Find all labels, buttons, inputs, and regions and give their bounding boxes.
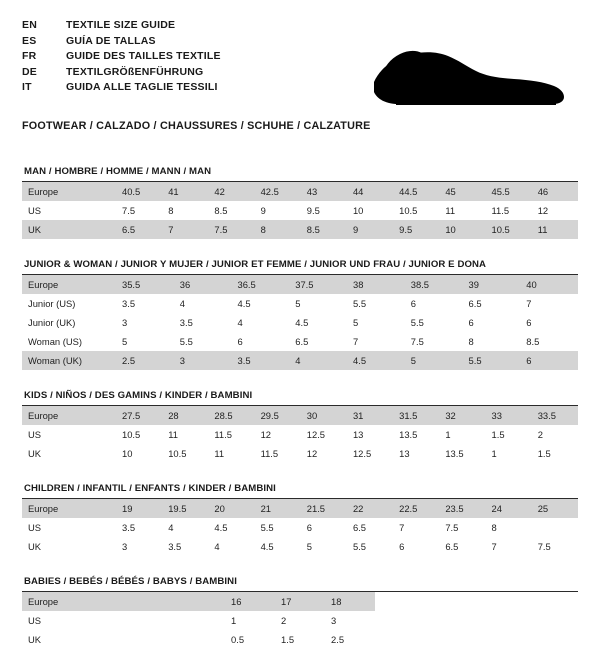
size-block xyxy=(22,259,578,370)
size-cell: 33.5 xyxy=(532,406,578,425)
size-cell: 3 xyxy=(116,313,174,332)
size-cell: 33 xyxy=(486,406,532,425)
table-row xyxy=(22,406,578,425)
size-cell: 3 xyxy=(325,611,375,630)
size-cell: 1.5 xyxy=(275,630,325,649)
size-cell: 9.5 xyxy=(301,201,347,220)
footwear-category-title: FOOTWEAR / CALZADO / CHAUSSURES / SCHUHE / CALZATURE xyxy=(22,120,371,132)
size-cell: 40.5 xyxy=(116,182,162,201)
language-code: ES xyxy=(22,34,37,47)
size-row-label: US xyxy=(22,611,225,630)
table-row xyxy=(22,313,578,332)
size-cell: 19.5 xyxy=(162,499,208,518)
size-block xyxy=(22,166,578,239)
size-cell: 5.5 xyxy=(405,313,463,332)
table-row xyxy=(22,499,578,518)
size-row-label: Woman (US) xyxy=(22,332,116,351)
language-row xyxy=(22,34,221,50)
page-header xyxy=(22,18,578,106)
size-cell: 18 xyxy=(325,592,375,611)
language-guide-title: GUÍA DE TALLAS xyxy=(66,34,156,47)
size-block xyxy=(22,483,578,556)
size-cell: 42.5 xyxy=(255,182,301,201)
size-cell: 6 xyxy=(405,294,463,313)
size-cell: 4 xyxy=(232,313,290,332)
size-cell: 7.5 xyxy=(208,220,254,239)
language-guide-title: TEXTILGRÖßENFÜHRUNG xyxy=(66,65,204,78)
size-cell: 8 xyxy=(162,201,208,220)
size-cell: 31 xyxy=(347,406,393,425)
size-cell: 22.5 xyxy=(393,499,439,518)
size-row-label: Junior (US) xyxy=(22,294,116,313)
size-cell: 5.5 xyxy=(255,518,301,537)
size-row-label: Europe xyxy=(22,406,116,425)
size-cell: 29.5 xyxy=(255,406,301,425)
size-cell: 37.5 xyxy=(289,275,347,294)
table-row xyxy=(22,611,578,630)
size-cell: 4 xyxy=(174,294,232,313)
language-code: IT xyxy=(22,81,32,94)
size-cell: 35.5 xyxy=(116,275,174,294)
size-cell: 7 xyxy=(486,537,532,556)
size-cell: 12.5 xyxy=(347,444,393,463)
size-cell: 8.5 xyxy=(301,220,347,239)
size-cell: 44 xyxy=(347,182,393,201)
size-row-label: Europe xyxy=(22,275,116,294)
size-table xyxy=(22,182,578,239)
size-cell: 17 xyxy=(275,592,325,611)
size-cell: 40 xyxy=(520,275,578,294)
size-cell: 11.5 xyxy=(486,201,532,220)
size-cell: 4 xyxy=(289,351,347,370)
size-block xyxy=(22,576,578,649)
size-cell: 1.5 xyxy=(532,444,578,463)
table-row xyxy=(22,630,578,649)
table-row xyxy=(22,518,578,537)
size-cell: 0.5 xyxy=(225,630,275,649)
size-cell: 6 xyxy=(463,313,521,332)
size-cell: 5.5 xyxy=(347,537,393,556)
size-cell-filler xyxy=(375,630,578,649)
size-cell: 45.5 xyxy=(486,182,532,201)
size-cell: 6 xyxy=(301,518,347,537)
size-cell: 7 xyxy=(162,220,208,239)
size-cell: 5 xyxy=(301,537,347,556)
size-cell: 10 xyxy=(347,201,393,220)
size-cell: 11 xyxy=(162,425,208,444)
size-row-label: Europe xyxy=(22,182,116,201)
size-row-label: UK xyxy=(22,537,116,556)
size-block-title: KIDS / NIÑOS / DES GAMINS / KINDER / BAMBINI xyxy=(22,390,578,406)
size-cell: 3.5 xyxy=(116,294,174,313)
size-cell: 21.5 xyxy=(301,499,347,518)
size-cell: 3.5 xyxy=(174,313,232,332)
size-cell: 6 xyxy=(393,537,439,556)
table-row xyxy=(22,332,578,351)
size-cell: 12 xyxy=(532,201,578,220)
size-row-label: US xyxy=(22,425,116,444)
size-cell: 5.5 xyxy=(347,294,405,313)
size-cell: 7.5 xyxy=(405,332,463,351)
size-cell: 5 xyxy=(347,313,405,332)
size-cell: 10.5 xyxy=(162,444,208,463)
size-cell: 8.5 xyxy=(520,332,578,351)
size-cell: 5 xyxy=(289,294,347,313)
size-cell: 24 xyxy=(486,499,532,518)
table-row xyxy=(22,351,578,370)
size-row-label: US xyxy=(22,518,116,537)
size-row-label: US xyxy=(22,201,116,220)
language-code: EN xyxy=(22,19,37,31)
size-cell: 6.5 xyxy=(116,220,162,239)
size-cell: 7 xyxy=(393,518,439,537)
size-row-label: Europe xyxy=(22,499,116,518)
table-row xyxy=(22,182,578,201)
size-cell: 3.5 xyxy=(162,537,208,556)
size-cell: 28 xyxy=(162,406,208,425)
size-cell: 13 xyxy=(347,425,393,444)
language-guide-title: GUIDE DES TAILLES TEXTILE xyxy=(66,50,221,63)
size-cell: 11 xyxy=(439,201,485,220)
language-code: DE xyxy=(22,65,37,78)
size-cell: 7 xyxy=(520,294,578,313)
language-code: FR xyxy=(22,50,37,63)
size-table xyxy=(22,275,578,370)
size-cell: 1 xyxy=(439,425,485,444)
size-cell: 4.5 xyxy=(255,537,301,556)
size-cell: 22 xyxy=(347,499,393,518)
size-cell: 12.5 xyxy=(301,425,347,444)
size-cell: 1 xyxy=(225,611,275,630)
size-cell: 27.5 xyxy=(116,406,162,425)
size-cell: 36.5 xyxy=(232,275,290,294)
size-cell: 7 xyxy=(347,332,405,351)
size-cell: 10.5 xyxy=(486,220,532,239)
size-cell: 23.5 xyxy=(439,499,485,518)
size-cell: 1 xyxy=(486,444,532,463)
size-block-title: CHILDREN / INFANTIL / ENFANTS / KINDER / BAMBINI xyxy=(22,483,578,499)
size-cell: 3.5 xyxy=(116,518,162,537)
size-cell-filler xyxy=(375,592,578,611)
size-cell: 44.5 xyxy=(393,182,439,201)
size-cell: 45 xyxy=(439,182,485,201)
language-guide-title: GUIDA ALLE TAGLIE TESSILI xyxy=(66,81,218,94)
size-cell: 11.5 xyxy=(255,444,301,463)
size-cell: 36 xyxy=(174,275,232,294)
size-cell: 7.5 xyxy=(439,518,485,537)
size-cell: 4 xyxy=(162,518,208,537)
size-cell: 11.5 xyxy=(208,425,254,444)
size-cell: 12 xyxy=(301,444,347,463)
size-cell: 11 xyxy=(532,220,578,239)
size-cell: 4.5 xyxy=(208,518,254,537)
size-cell: 20 xyxy=(208,499,254,518)
size-cell: 8 xyxy=(255,220,301,239)
size-cell: 4 xyxy=(208,537,254,556)
size-cell: 8.5 xyxy=(208,201,254,220)
size-cell: 46 xyxy=(532,182,578,201)
size-cell: 8 xyxy=(463,332,521,351)
size-row-label: Europe xyxy=(22,592,225,611)
size-cell: 9 xyxy=(347,220,393,239)
size-row-label: UK xyxy=(22,630,225,649)
language-row xyxy=(22,80,221,96)
table-row xyxy=(22,592,578,611)
size-cell: 2.5 xyxy=(325,630,375,649)
size-cell xyxy=(532,518,578,537)
size-row-label: Junior (UK) xyxy=(22,313,116,332)
size-cell: 11 xyxy=(208,444,254,463)
language-guide-title: TEXTILE SIZE GUIDE xyxy=(66,19,176,31)
table-row xyxy=(22,220,578,239)
table-row xyxy=(22,425,578,444)
table-row xyxy=(22,537,578,556)
size-table xyxy=(22,406,578,463)
language-title-list xyxy=(22,18,221,96)
size-cell: 4.5 xyxy=(289,313,347,332)
size-cell: 38 xyxy=(347,275,405,294)
size-cell: 3 xyxy=(174,351,232,370)
size-blocks xyxy=(22,166,578,649)
table-row xyxy=(22,275,578,294)
size-cell: 2 xyxy=(532,425,578,444)
dress-shoe-icon xyxy=(368,38,568,110)
size-row-label: UK xyxy=(22,444,116,463)
size-cell: 30 xyxy=(301,406,347,425)
language-row xyxy=(22,65,221,81)
size-cell: 43 xyxy=(301,182,347,201)
size-cell: 13.5 xyxy=(393,425,439,444)
size-cell: 10 xyxy=(116,444,162,463)
size-cell: 13 xyxy=(393,444,439,463)
size-cell: 5 xyxy=(405,351,463,370)
size-cell: 6 xyxy=(232,332,290,351)
size-cell: 2.5 xyxy=(116,351,174,370)
size-cell: 3.5 xyxy=(232,351,290,370)
size-cell: 32 xyxy=(439,406,485,425)
size-cell: 28.5 xyxy=(208,406,254,425)
size-cell: 6.5 xyxy=(347,518,393,537)
size-cell: 5.5 xyxy=(463,351,521,370)
size-cell: 6 xyxy=(520,313,578,332)
size-row-label: Woman (UK) xyxy=(22,351,116,370)
size-cell: 41 xyxy=(162,182,208,201)
size-cell: 10 xyxy=(439,220,485,239)
size-cell: 6 xyxy=(520,351,578,370)
size-cell: 4.5 xyxy=(232,294,290,313)
size-block-title: BABIES / BEBÉS / BÉBÉS / BABYS / BAMBINI xyxy=(22,576,578,592)
size-cell: 7.5 xyxy=(116,201,162,220)
size-cell: 6.5 xyxy=(439,537,485,556)
size-cell: 12 xyxy=(255,425,301,444)
language-row xyxy=(22,18,221,34)
size-table xyxy=(22,592,578,649)
size-cell: 7.5 xyxy=(532,537,578,556)
size-cell: 6.5 xyxy=(289,332,347,351)
size-cell: 39 xyxy=(463,275,521,294)
size-block-title: JUNIOR & WOMAN / JUNIOR Y MUJER / JUNIOR ET FEMME / JUNIOR UND FRAU / JUNIOR E DONA xyxy=(22,259,578,275)
table-row xyxy=(22,444,578,463)
size-cell: 10.5 xyxy=(393,201,439,220)
table-row xyxy=(22,294,578,313)
size-cell: 42 xyxy=(208,182,254,201)
size-cell: 5.5 xyxy=(174,332,232,351)
size-cell: 5 xyxy=(116,332,174,351)
size-cell: 13.5 xyxy=(439,444,485,463)
size-cell: 9 xyxy=(255,201,301,220)
size-cell: 3 xyxy=(116,537,162,556)
size-cell: 16 xyxy=(225,592,275,611)
size-cell: 10.5 xyxy=(116,425,162,444)
size-block xyxy=(22,390,578,463)
language-row xyxy=(22,49,221,65)
size-cell: 31.5 xyxy=(393,406,439,425)
size-row-label: UK xyxy=(22,220,116,239)
size-block-title: MAN / HOMBRE / HOMME / MANN / MAN xyxy=(22,166,578,182)
size-cell: 9.5 xyxy=(393,220,439,239)
size-cell: 19 xyxy=(116,499,162,518)
size-cell: 1.5 xyxy=(486,425,532,444)
table-row xyxy=(22,201,578,220)
size-cell: 2 xyxy=(275,611,325,630)
size-cell: 8 xyxy=(486,518,532,537)
size-table xyxy=(22,499,578,556)
size-cell: 38.5 xyxy=(405,275,463,294)
size-cell-filler xyxy=(375,611,578,630)
size-cell: 4.5 xyxy=(347,351,405,370)
size-cell: 6.5 xyxy=(463,294,521,313)
size-cell: 21 xyxy=(255,499,301,518)
size-cell: 25 xyxy=(532,499,578,518)
